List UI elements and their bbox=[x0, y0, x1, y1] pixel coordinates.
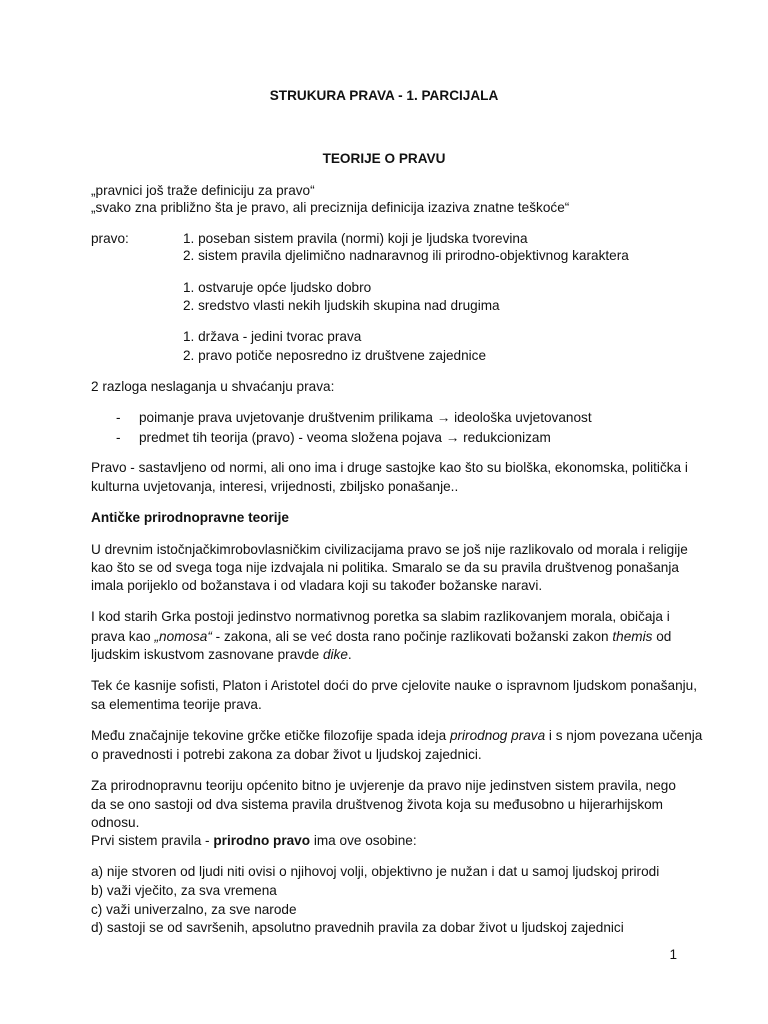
paragraph-line: sa elementima teorije prava. bbox=[91, 697, 262, 712]
emphasis-dike: dike bbox=[322, 647, 348, 662]
text-run: prava kao bbox=[91, 629, 155, 644]
section-heading-anticke: Antičke prirodnopravne teorije bbox=[91, 510, 289, 525]
pravo-item: 1. poseban sistem pravila (normi) koji je ljudska tvorevina bbox=[183, 231, 528, 246]
paragraph-line bbox=[91, 627, 671, 646]
bullet-dash: - bbox=[116, 430, 121, 445]
text-run: ima ove osobine: bbox=[310, 833, 417, 848]
list-item: c) važi univerzalno, za sve narode bbox=[91, 902, 297, 917]
paragraph-line bbox=[91, 645, 352, 664]
bullet-item: poimanje prava uvjetovanje društvenim prilikama → ideološka uvjetovanost bbox=[139, 410, 592, 425]
pravo-item: 1. država - jedini tvorac prava bbox=[183, 329, 362, 344]
text-run: Prvi sistem pravila - bbox=[91, 833, 214, 848]
paragraph-line bbox=[91, 726, 702, 745]
list-item: d) sastoji se od savršenih, apsolutno pravednih pravila za dobar život u ljudskoj zajednici bbox=[91, 920, 624, 935]
paragraph-line bbox=[91, 831, 417, 850]
bullet-item: predmet tih teorija (pravo) - veoma složena pojava → redukcionizam bbox=[139, 430, 551, 445]
paragraph-line: odnosu. bbox=[91, 815, 140, 830]
section-heading-teorije: TEORIJE O PRAVU bbox=[322, 151, 446, 166]
page-number: 1 bbox=[669, 947, 677, 962]
text-run: - zakona, ali se već dosta rano počinje razlikovati božanski zakon bbox=[211, 629, 613, 644]
paragraph-line: Za prirodnopravnu teoriju općenito bitno je uvjerenje da pravo nije jedinstven sistem pravila, nego bbox=[91, 778, 676, 793]
document-title: STRUKURA PRAVA - 1. PARCIJALA bbox=[269, 88, 499, 103]
quote-line: „pravnici još traže definiciju za pravo“ bbox=[91, 183, 315, 198]
pravo-item: 1. ostvaruje opće ljudsko dobro bbox=[183, 280, 372, 295]
pravo-item: 2. pravo potiče neposredno iz društvene zajednice bbox=[183, 348, 487, 363]
paragraph-line: kulturna uvjetovanja, interesi, vrijednosti, zbiljsko ponašanje.. bbox=[91, 479, 459, 494]
text-run: i s njom povezana učenja bbox=[545, 728, 703, 743]
paragraph-line: da se ono sastoji od dva sistema pravila društvenog života koja su međusobno u hijerarhijskom bbox=[91, 797, 663, 812]
pravo-item: 2. sredstvo vlasti nekih ljudskih skupina nad drugima bbox=[183, 298, 500, 313]
list-item: a) nije stvoren od ljudi niti ovisi o njihovoj volji, objektivno je nužan i dat u samoj ljudskoj prirodi bbox=[91, 864, 660, 879]
text-run: . bbox=[347, 647, 352, 662]
paragraph-line: U drevnim istočnjačkimrobovlasničkim civilizacijama pravo se još nije razlikovalo od morala i religije bbox=[91, 542, 688, 557]
razloga-heading: 2 razloga neslaganja u shvaćanju prava: bbox=[91, 379, 335, 394]
paragraph-line: imala porijeklo od božanstava i od vladara koji su također božanske naravi. bbox=[91, 578, 543, 593]
paragraph-line: Tek će kasnije sofisti, Platon i Aristotel doći do prve cjelovite nauke o ispravnom ljudskom ponašanju, bbox=[91, 678, 697, 693]
pravo-item: 2. sistem pravila djelimično nadnaravnog ili prirodno-objektivnog karaktera bbox=[183, 248, 629, 263]
bullet-dash: - bbox=[116, 410, 121, 425]
text-run: ljudskim iskustvom zasnovane pravde bbox=[91, 647, 323, 662]
bold-prirodno-pravo: prirodno pravo bbox=[213, 833, 311, 848]
pravo-label: pravo: bbox=[91, 231, 129, 246]
text-run: Među značajnije tekovine grčke etičke filozofije spada ideja bbox=[91, 728, 450, 743]
text-run: od bbox=[652, 629, 672, 644]
list-item: b) važi vječito, za sva vremena bbox=[91, 883, 277, 898]
quote-line: „svako zna približno šta je pravo, ali preciznija definicija izaziva znatne teškoće“ bbox=[91, 200, 570, 215]
paragraph-line: o pravednosti i potrebi zakona za dobar život u ljudskoj zajednici. bbox=[91, 747, 482, 762]
emphasis-themis: themis bbox=[612, 629, 653, 644]
paragraph-line: Pravo - sastavljeno od normi, ali ono ima i druge sastojke kao što su biolška, ekonomska, politička i bbox=[91, 460, 688, 475]
emphasis-nomosa: „nomosa“ bbox=[154, 629, 212, 644]
paragraph-line: kao što se od svega toga nije izdvajala ni politika. Smaralo se da su pravila društvenog ponašanja bbox=[91, 560, 679, 575]
emphasis-prirodnog-prava: prirodnog prava bbox=[449, 728, 546, 743]
paragraph-line: I kod starih Grka postoji jedinstvo normativnog poretka sa slabim razlikovanjem morala, običaja i bbox=[91, 609, 670, 624]
